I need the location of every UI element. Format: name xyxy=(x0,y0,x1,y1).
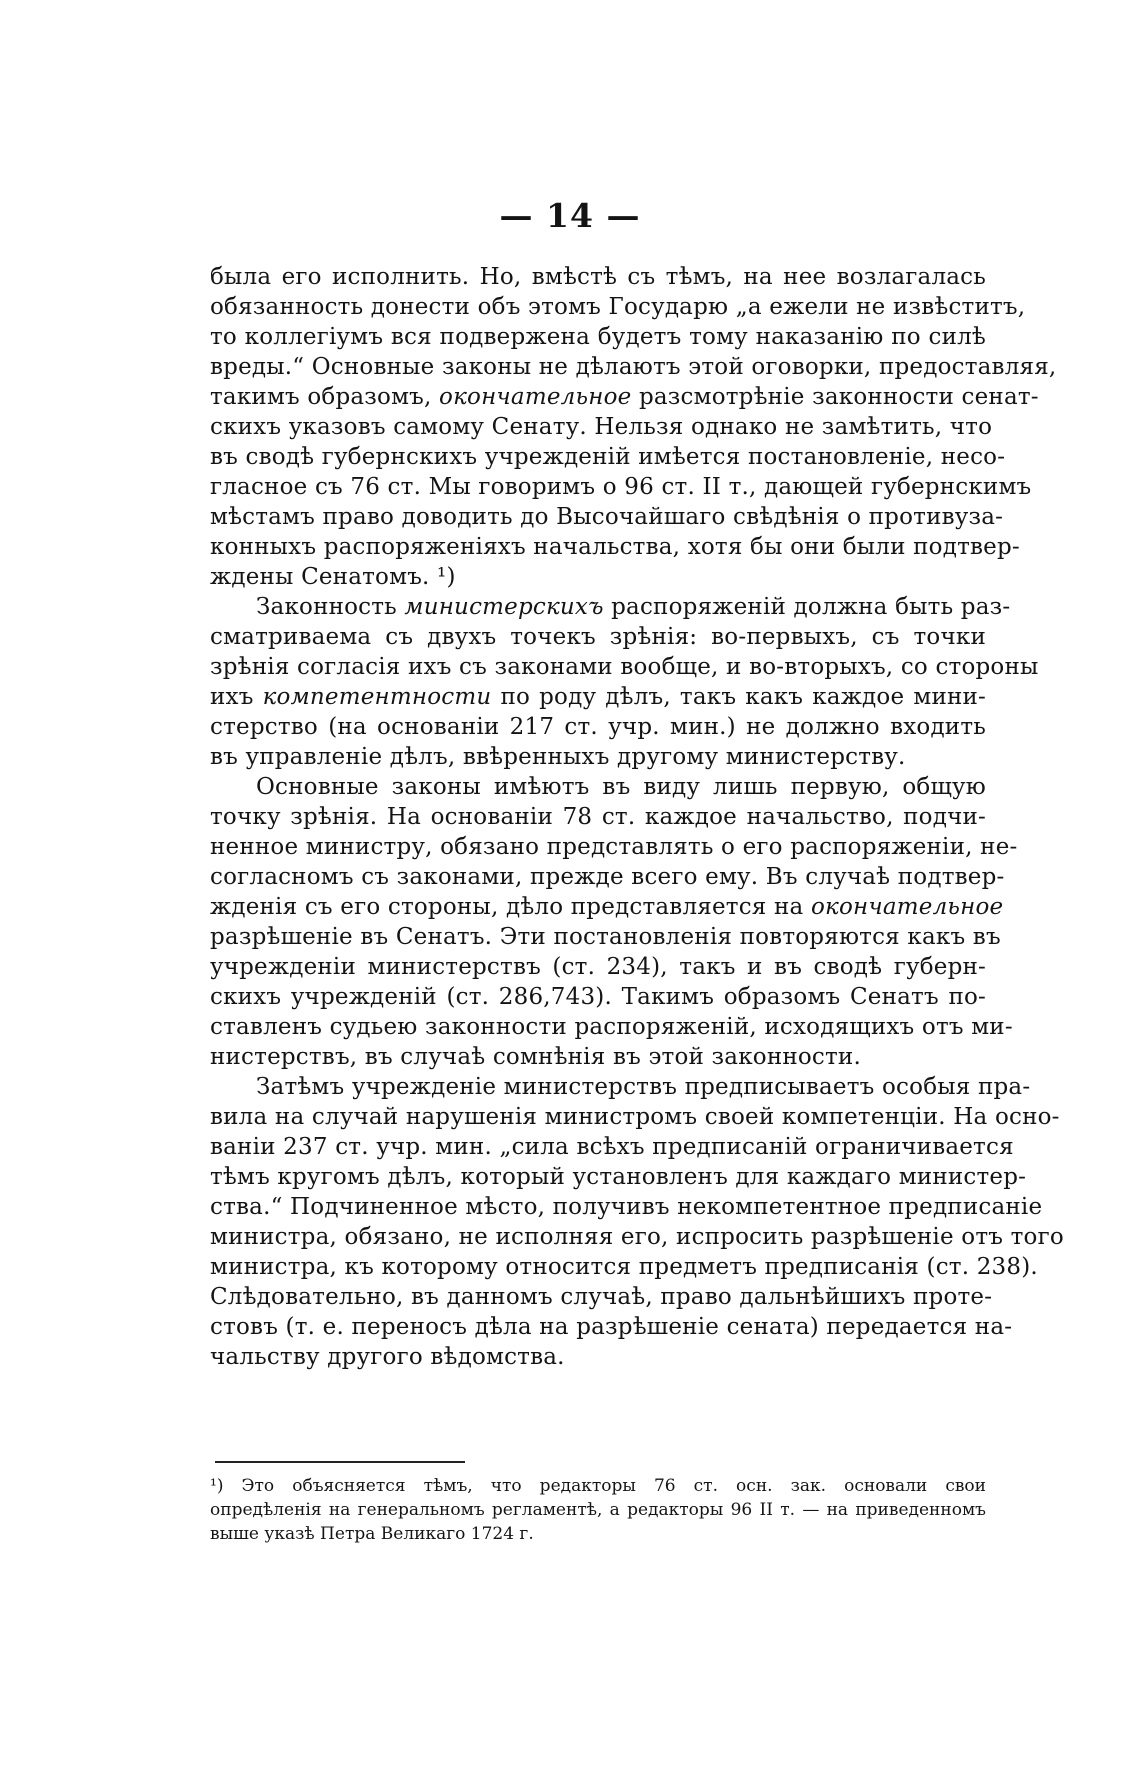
text-line: министра, обязано, не исполняя его, испросить разрѣшеніе отъ того xyxy=(210,1224,1064,1250)
text-line: тѣмъ кругомъ дѣлъ, который установленъ для каждаго министер- xyxy=(210,1164,1027,1190)
text-line: министра, къ которому относится предметъ предписанія (ст. 238). xyxy=(210,1254,1038,1280)
text-line: ства.“ Подчиненное мѣсто, получивъ некомпетентное предписаніе xyxy=(210,1194,1043,1220)
footnote xyxy=(210,1474,986,1546)
text-line: вреды.“ Основные законы не дѣлаютъ этой оговорки, предоставляя, xyxy=(210,354,1057,380)
text-line: ваніи 237 ст. учр. мин. „сила всѣхъ предписаній ограничивается xyxy=(210,1134,1014,1160)
footnote-divider xyxy=(215,1461,465,1463)
footnote-line: ¹) Это объясняется тѣмъ, что редакторы 76 ст. осн. зак. основали свои xyxy=(210,1476,986,1496)
text-line: ненное министру, обязано представлять о его распоряженіи, не- xyxy=(210,834,1018,860)
body-text xyxy=(210,262,1064,1372)
text-line: жденія съ его стороны, дѣло представляется на окончательное xyxy=(210,894,1004,920)
text-line: обязанность донести объ этомъ Государю „а ежели не извѣститъ, xyxy=(210,294,1026,320)
text-line: сматриваема съ двухъ точекъ зрѣнія: во-первыхъ, съ точки xyxy=(210,624,986,650)
text-line: ихъ компетентности по роду дѣлъ, такъ какъ каждое мини- xyxy=(210,684,987,710)
text-line: стерство (на основаніи 217 ст. учр. мин.) не должно входить xyxy=(210,714,986,740)
text-line: нистерствъ, въ случаѣ сомнѣнія въ этой законности. xyxy=(210,1044,861,1070)
text-line: въ управленіе дѣлъ, ввѣренныхъ другому министерству. xyxy=(210,744,906,770)
text-line: Слѣдовательно, въ данномъ случаѣ, право дальнѣйшихъ проте- xyxy=(210,1284,993,1310)
footnote-line: опредѣленія на генеральномъ регламентѣ, а редакторы 96 II т. — на приведенномъ xyxy=(210,1500,986,1520)
text-line: такимъ образомъ, окончательное разсмотрѣніе законности сенат- xyxy=(210,384,1039,410)
text-line: гласное съ 76 ст. Мы говоримъ о 96 ст. II т., дающей губернскимъ xyxy=(210,474,1032,500)
text-line: скихъ указовъ самому Сенату. Нельзя однако не замѣтить, что xyxy=(210,414,993,440)
emphasis-text: компетентности xyxy=(262,684,492,710)
emphasis-text: окончательное xyxy=(810,894,1004,920)
footnote-line: выше указѣ Петра Великаго 1724 г. xyxy=(210,1524,534,1544)
text-line: въ сводѣ губернскихъ учрежденій имѣется постановленіе, несо- xyxy=(210,444,1006,470)
text-line: ставленъ судьею законности распоряженій, исходящихъ отъ ми- xyxy=(210,1014,1013,1040)
text-line: ждены Сенатомъ. ¹) xyxy=(210,564,456,590)
emphasis-text: окончательное xyxy=(439,384,632,410)
text-line: была его исполнить. Но, вмѣстѣ съ тѣмъ, на нее возлагалась xyxy=(210,264,986,290)
text-line: то коллегіумъ вся подвержена будетъ тому наказанію по силѣ xyxy=(210,324,986,350)
text-line: вила на случай нарушенія министромъ своей компетенціи. На осно- xyxy=(210,1104,1060,1130)
text-line: зрѣнія согласія ихъ съ законами вообще, и во-вторыхъ, со стороны xyxy=(210,654,1039,680)
text-line: Законность министерскихъ распоряженій должна быть раз- xyxy=(256,594,1011,620)
text-line: разрѣшеніе въ Сенатъ. Эти постановленія повторяются какъ въ xyxy=(210,924,1001,950)
text-line: Основные законы имѣютъ въ виду лишь первую, общую xyxy=(256,774,986,800)
text-line: скихъ учрежденій (ст. 286,743). Такимъ образомъ Сенатъ по- xyxy=(210,984,986,1010)
text-line: мѣстамъ право доводить до Высочайшаго свѣдѣнія о противуза- xyxy=(210,504,1004,530)
page-number: — 14 — xyxy=(499,196,641,235)
text-line: согласномъ съ законами, прежде всего ему. Въ случаѣ подтвер- xyxy=(210,864,1005,890)
text-line: Затѣмъ учрежденіе министерствъ предписываетъ особыя пра- xyxy=(256,1074,1031,1100)
text-line: чальству другого вѣдомства. xyxy=(210,1344,565,1370)
text-line: конныхъ распоряженіяхъ начальства, хотя бы они были подтвер- xyxy=(210,534,1020,560)
text-line: учрежденіи министерствъ (ст. 234), такъ и въ сводѣ губерн- xyxy=(210,954,986,980)
text-line: стовъ (т. е. переносъ дѣла на разрѣшеніе сената) передается на- xyxy=(210,1314,1013,1340)
emphasis-text: министерскихъ xyxy=(404,594,604,620)
text-line: точку зрѣнія. На основаніи 78 ст. каждое начальство, подчи- xyxy=(210,804,986,830)
